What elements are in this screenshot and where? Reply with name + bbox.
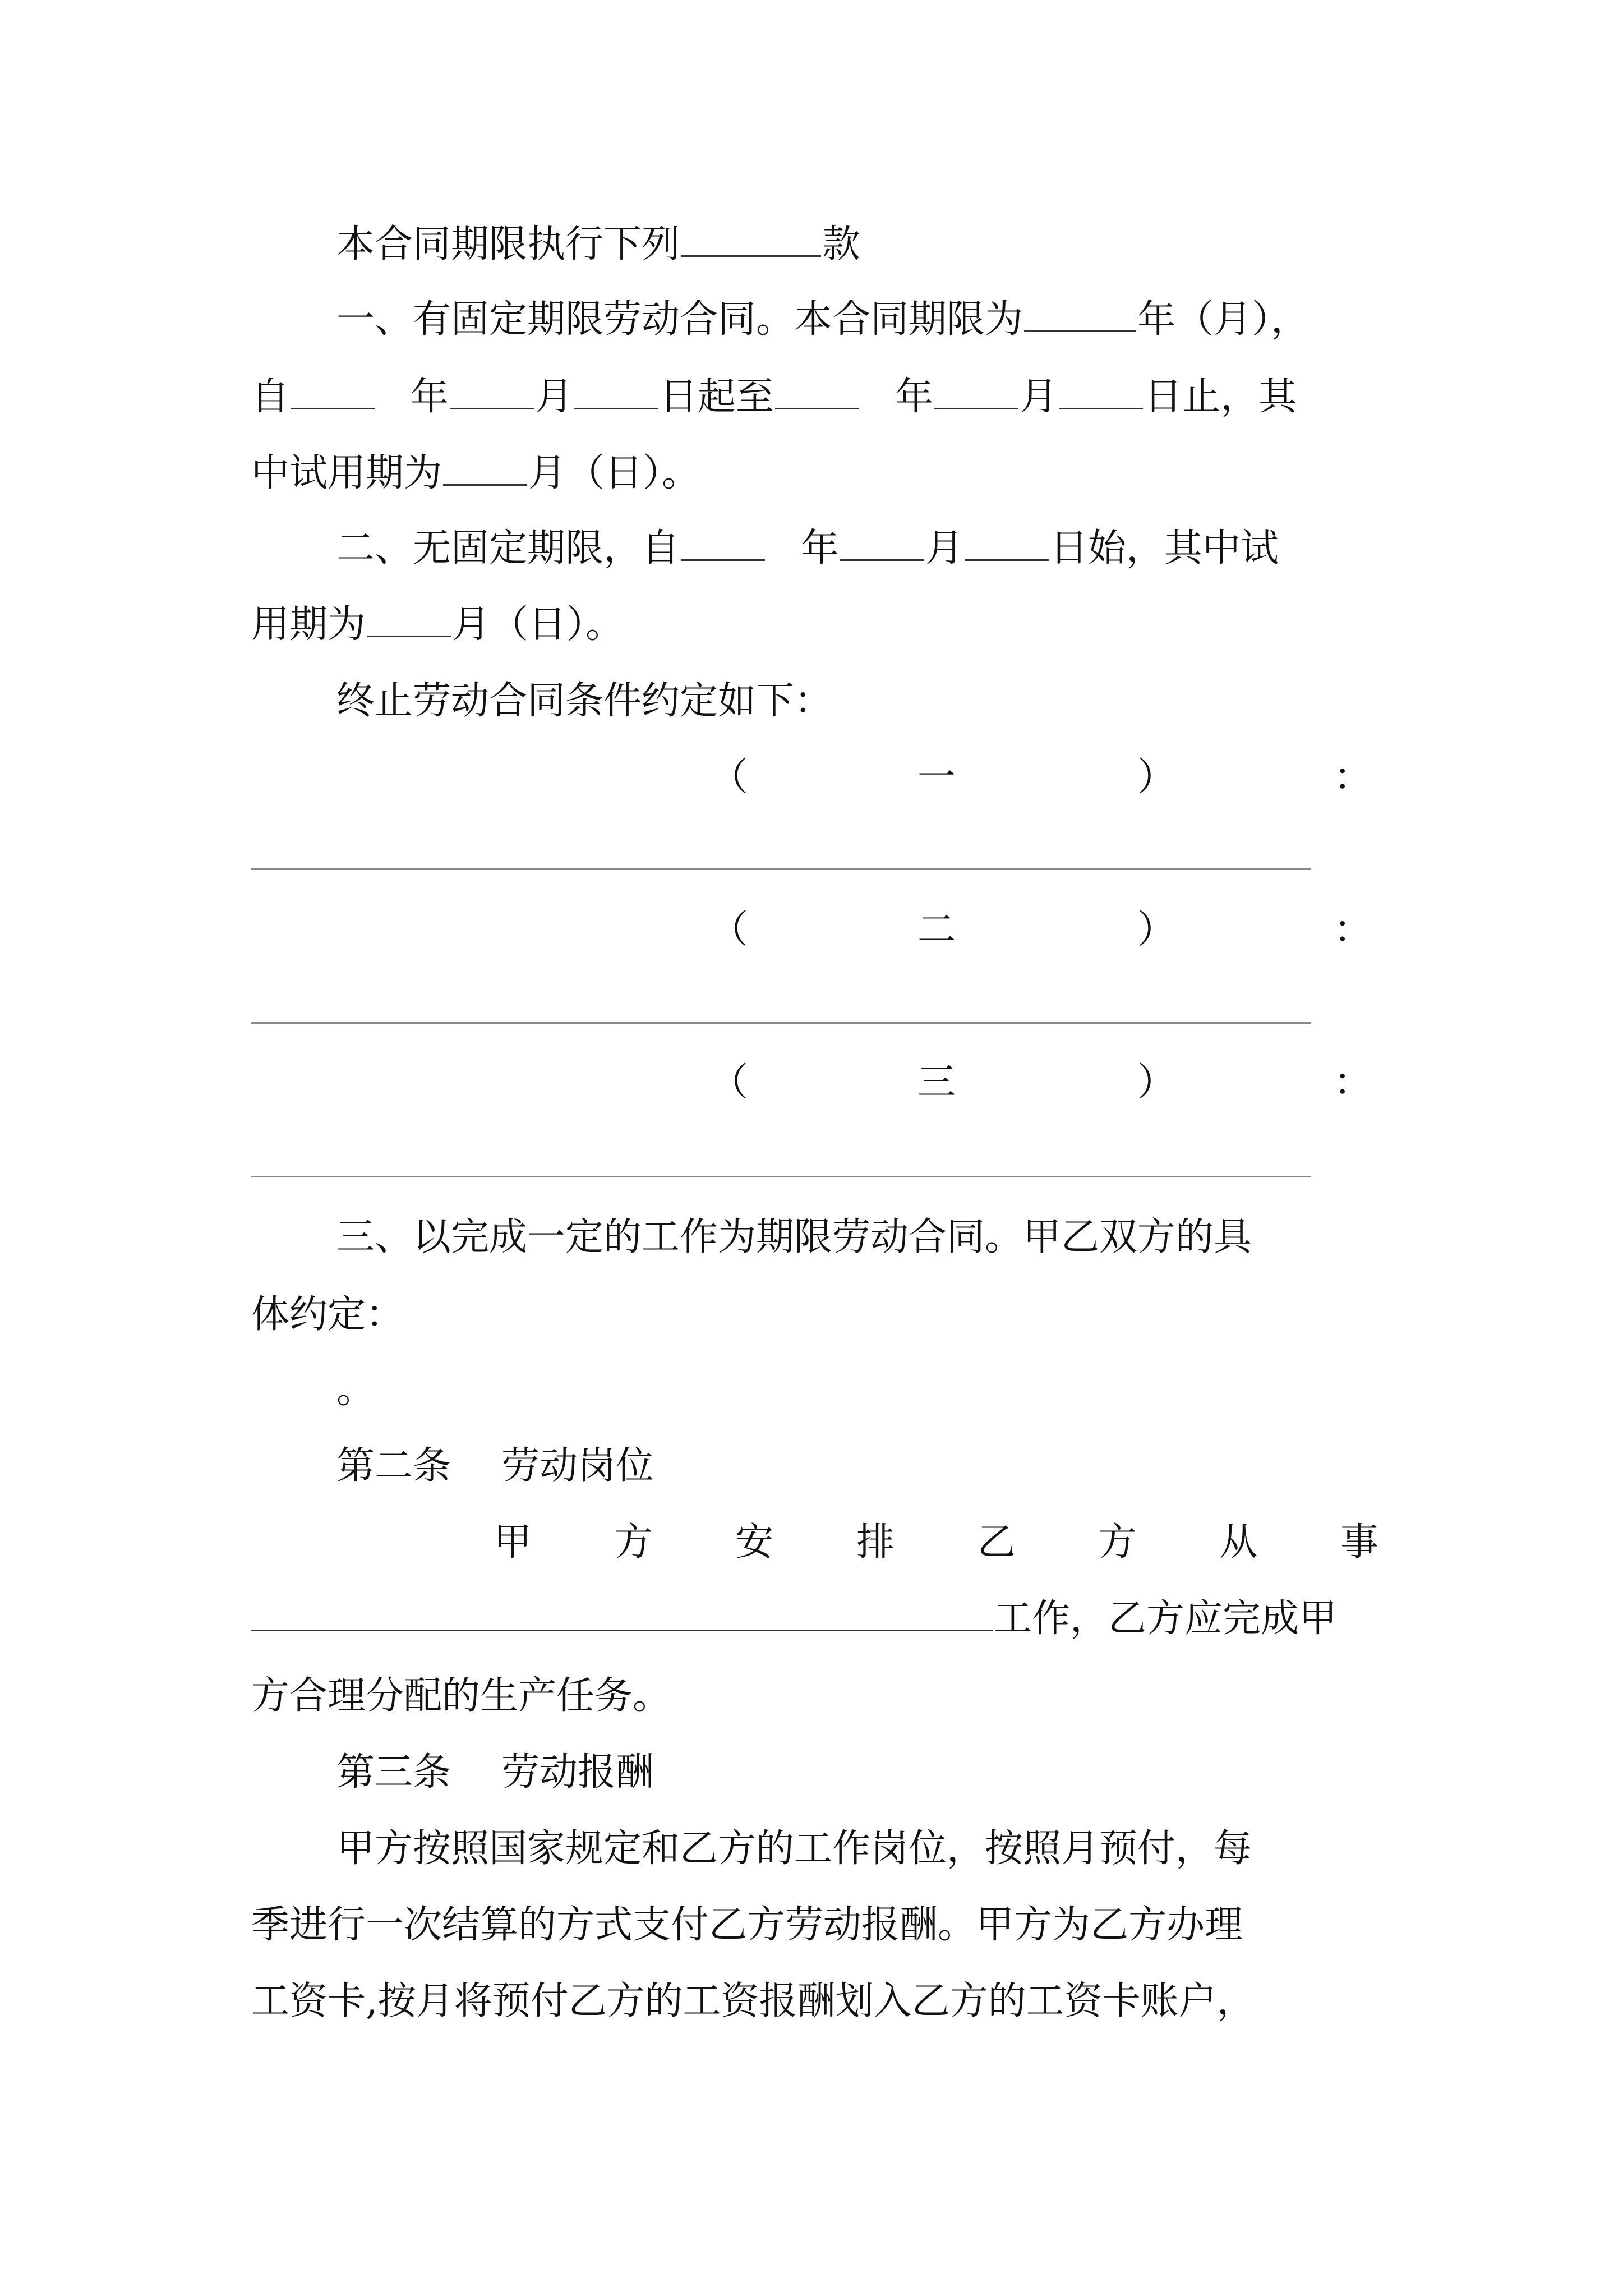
period-mark: 。	[336, 1368, 375, 1412]
termination-item-2	[251, 903, 1378, 957]
open-term-line	[336, 522, 1378, 576]
item-number: 一	[917, 755, 956, 799]
bracket-open: （	[710, 1060, 749, 1105]
text: 年	[801, 526, 840, 570]
text: 月（日）。	[452, 602, 624, 647]
job-assignment-line	[494, 1516, 1378, 1570]
term-execution-line	[336, 218, 1378, 272]
colon: ：	[1334, 908, 1372, 952]
blank-field[interactable]	[367, 599, 451, 637]
text: 月（日）。	[528, 451, 700, 495]
text: 日始，其中试	[1050, 526, 1279, 570]
blank-field[interactable]	[574, 371, 658, 409]
article-title: 劳动报酬	[501, 1750, 654, 1795]
char: 方	[1098, 1520, 1137, 1565]
remuneration-line-3: 工资卡,按月将预付乙方的工资报酬划入乙方的工资卡账户，	[251, 1979, 1255, 2023]
text: 日止，其	[1144, 375, 1297, 419]
fill-line[interactable]	[251, 1022, 1311, 1024]
item-number: 二	[917, 908, 956, 952]
termination-heading: 终止劳动合同条件约定如下：	[336, 679, 833, 723]
blank-field[interactable]	[934, 371, 1018, 409]
task-based-line-2: 体约定：	[251, 1292, 404, 1337]
article-title: 劳动岗位	[501, 1444, 654, 1488]
text: 月	[925, 526, 964, 570]
blank-field[interactable]	[681, 522, 765, 561]
job-assignment-line-3: 方合理分配的生产任务。	[251, 1674, 671, 1718]
blank-field[interactable]	[681, 218, 821, 257]
fill-line[interactable]	[251, 1176, 1311, 1177]
blank-field[interactable]	[1059, 371, 1143, 409]
text: 本合同期限执行下列	[336, 222, 680, 266]
colon: ：	[1334, 1060, 1372, 1105]
blank-field[interactable]	[775, 371, 859, 409]
text: 自	[251, 375, 290, 419]
blank-field[interactable]	[251, 1593, 993, 1631]
remuneration-line-2: 季进行一次结算的方式支付乙方劳动报酬。甲方为乙方办理	[251, 1903, 1243, 1947]
remuneration-line-1: 甲方按照国家规定和乙方的工作岗位，按照月预付，每	[336, 1826, 1252, 1871]
char: 甲	[494, 1520, 532, 1565]
bracket-open: （	[710, 908, 749, 952]
text: 月	[535, 375, 574, 419]
char: 从	[1219, 1520, 1258, 1565]
termination-item-3	[251, 1056, 1378, 1110]
text: 款	[822, 222, 861, 266]
fixed-term-dates-line	[251, 370, 1378, 424]
text: 年	[895, 375, 934, 419]
article-2-heading	[336, 1439, 1378, 1493]
char: 乙	[977, 1520, 1016, 1565]
char: 事	[1340, 1520, 1378, 1565]
blank-field[interactable]	[450, 371, 534, 409]
char: 安	[735, 1520, 774, 1565]
probation-line	[251, 447, 1378, 500]
blank-field[interactable]	[1024, 293, 1136, 332]
text: 二、无固定期限，自	[336, 526, 680, 570]
char: 方	[614, 1520, 653, 1565]
text: 年（月），	[1137, 297, 1310, 342]
text: 月	[1020, 375, 1058, 419]
blank-field[interactable]	[840, 522, 924, 561]
char: 排	[856, 1520, 895, 1565]
termination-item-1	[251, 751, 1378, 804]
text: 年	[411, 375, 449, 419]
bracket-close: ）	[1137, 755, 1176, 799]
item-number: 三	[917, 1060, 956, 1105]
colon: ：	[1334, 755, 1372, 799]
bracket-close: ）	[1137, 1060, 1176, 1105]
text: 工作，乙方应完成甲	[994, 1596, 1338, 1641]
blank-field[interactable]	[965, 522, 1049, 561]
text: 用期为	[251, 602, 366, 647]
blank-field[interactable]	[291, 371, 375, 409]
text: 中试用期为	[251, 451, 442, 495]
article-3-heading	[336, 1746, 1378, 1800]
blank-field[interactable]	[443, 447, 527, 486]
text: 一、有固定期限劳动合同。本合同期限为	[336, 297, 1023, 342]
article-number: 第三条	[336, 1750, 451, 1795]
bracket-close: ）	[1137, 908, 1176, 952]
open-term-probation-line	[251, 598, 1378, 652]
job-assignment-line-2	[251, 1592, 1378, 1646]
article-number: 第二条	[336, 1444, 451, 1488]
fixed-term-line	[336, 293, 1378, 347]
task-based-line: 三、以完成一定的工作为期限劳动合同。甲乙双方的具	[336, 1215, 1252, 1259]
fill-line[interactable]	[251, 868, 1311, 870]
text: 日起至	[660, 375, 774, 419]
bracket-open: （	[710, 755, 749, 799]
